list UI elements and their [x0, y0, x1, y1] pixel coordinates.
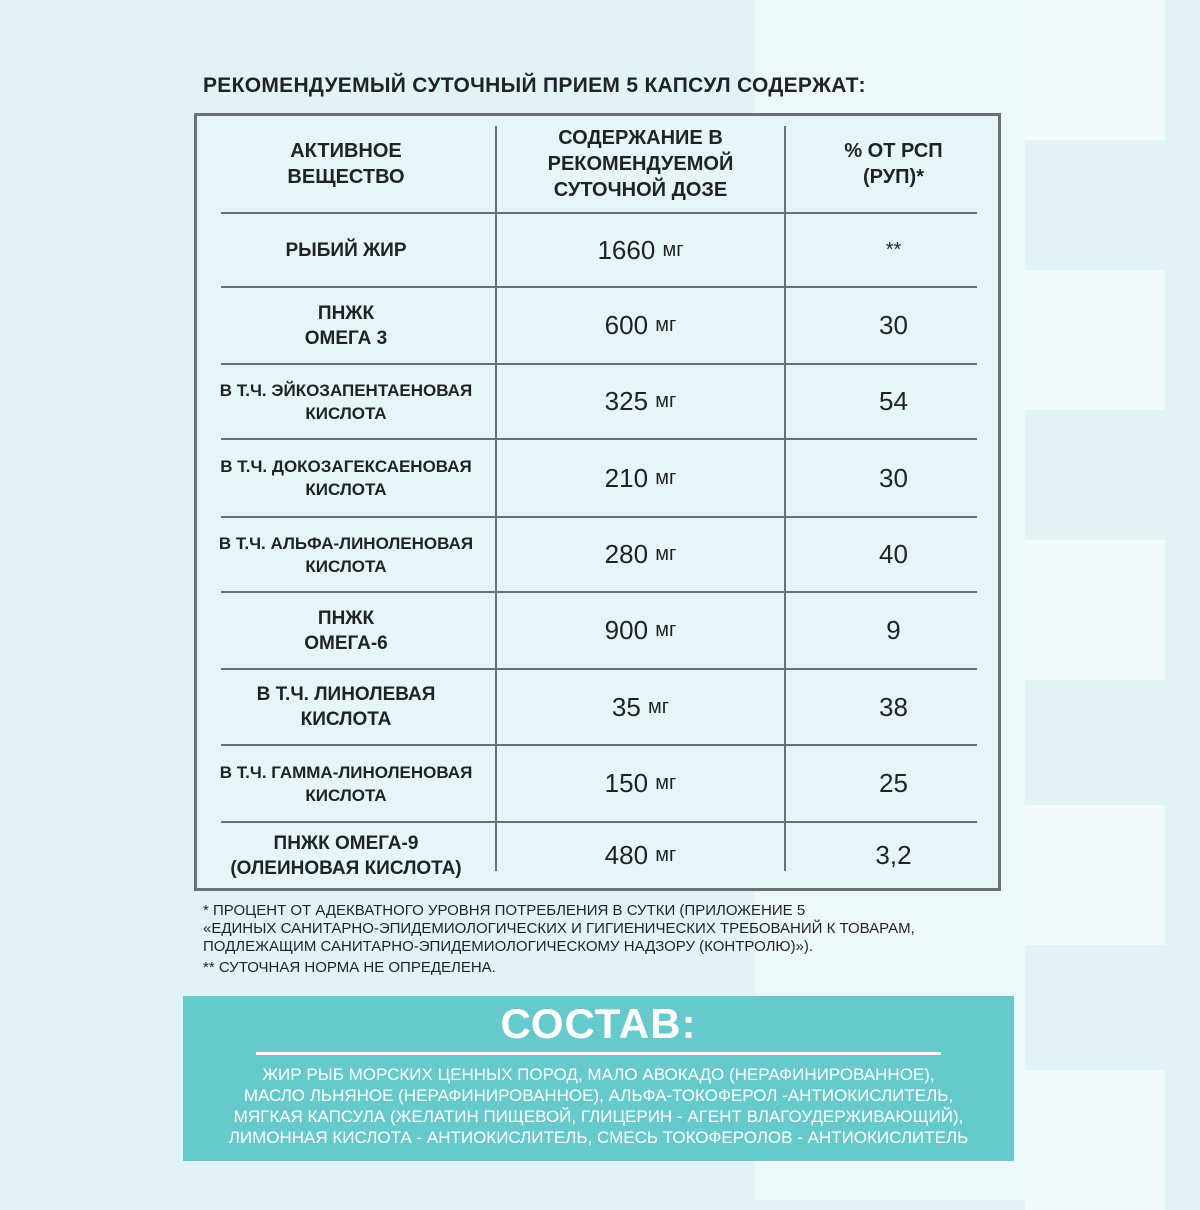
composition-line: ЛИМОННАЯ КИСЛОТА - АНТИОКИСЛИТЕЛЬ, СМЕСЬ ТОКОФЕРОЛОВ - АНТИОКИСЛИТЕЛЬ: [228, 1128, 969, 1147]
footnotes: [203, 902, 915, 977]
amount-unit: мг: [655, 772, 677, 794]
amount-unit: мг: [648, 695, 670, 718]
amount-unit: мг: [655, 390, 677, 412]
background-square: [1025, 540, 1165, 680]
row-substance: ПНЖК ОМЕГА 3: [304, 302, 388, 349]
composition-panel: [183, 996, 1014, 1161]
composition-line: МАСЛО ЛЬНЯНОЕ (НЕРАФИНИРОВАННОЕ), АЛЬФА-ТОКОФЕРОЛ -АНТИОКИСЛИТЕЛЬ,: [243, 1086, 954, 1105]
row-percent: 38: [879, 691, 908, 722]
row-percent: 9: [886, 615, 901, 645]
amount-value: 210: [604, 462, 649, 493]
amount-unit: мг: [662, 238, 684, 261]
composition-title: СОСТАВ:: [500, 1000, 697, 1047]
header-content: [497, 116, 784, 212]
row-amount: [497, 746, 784, 821]
row-amount: [497, 593, 784, 668]
nutrition-table: [194, 113, 1001, 891]
amount-unit: мг: [655, 314, 677, 336]
background-square: [1025, 0, 1165, 140]
amount-unit: мг: [655, 543, 677, 565]
row-amount: [497, 288, 784, 363]
composition-text: [183, 1064, 1014, 1148]
header-percent-label: % ОТ РСП (РУП)*: [844, 140, 943, 188]
amount-value: 480: [604, 840, 649, 870]
header-percent: [786, 116, 1001, 212]
header-substance-label: АКТИВНОЕ ВЕЩЕСТВО: [287, 140, 405, 188]
row-substance: В Т.Ч. ДОКОЗАГЕКСАЕНОВАЯ КИСЛОТА: [220, 457, 472, 499]
row-substance: В Т.Ч. ЛИНОЛЕВАЯ КИСЛОТА: [256, 684, 436, 730]
composition-line: ЖИР РЫБ МОРСКИХ ЦЕННЫХ ПОРОД, МАЛО АВОКАДО (НЕРАФИНИРОВАННОЕ),: [262, 1065, 935, 1084]
row-substance: ПНЖК ОМЕГА-6: [304, 607, 388, 654]
row-percent: 54: [879, 386, 908, 416]
row-percent: **: [885, 238, 902, 261]
row-percent: 3,2: [875, 840, 912, 870]
background-square: [1025, 1070, 1165, 1210]
row-percent: 30: [879, 462, 908, 493]
background-square: [1025, 270, 1165, 410]
composition-divider: [256, 1052, 941, 1055]
amount-value: 150: [604, 768, 649, 798]
row-substance: РЫБИЙ ЖИР: [285, 239, 407, 261]
row-amount: [497, 214, 784, 286]
header-content-label: СОДЕРЖАНИЕ В РЕКОМЕНДУЕМОЙ СУТОЧНОЙ ДОЗЕ: [547, 127, 734, 201]
row-amount: [497, 518, 784, 591]
footnote-line: «ЕДИНЫХ САНИТАРНО-ЭПИДЕМИОЛОГИЧЕСКИХ И ГИГИЕНИЧЕСКИХ ТРЕБОВАНИЙ К ТОВАРАМ,: [203, 920, 915, 937]
amount-value: 280: [604, 539, 649, 569]
amount-unit: мг: [655, 844, 677, 866]
background-square: [1025, 805, 1165, 945]
row-percent: 40: [879, 539, 908, 569]
row-percent: 25: [879, 768, 908, 798]
footnote-line: ПОДЛЕЖАЩИМ САНИТАРНО-ЭПИДЕМИОЛОГИЧЕСКОМУ НАДЗОРУ (КОНТРОЛЮ)»).: [203, 938, 814, 955]
amount-value: 35: [611, 691, 641, 722]
row-amount: [497, 670, 784, 744]
amount-value: 325: [604, 386, 649, 416]
header-substance: [197, 116, 495, 212]
row-amount: [497, 823, 784, 888]
composition-line: МЯГКАЯ КАПСУЛА (ЖЕЛАТИН ПИЩЕВОЙ, ГЛИЦЕРИН - АГЕНТ ВЛАГОУДЕРЖИВАЮЩИЙ),: [233, 1107, 964, 1126]
amount-value: 1660: [597, 234, 656, 265]
row-substance: ПНЖК ОМЕГА-9 (ОЛЕИНОВАЯ КИСЛОТА): [230, 832, 462, 879]
row-amount: [497, 365, 784, 438]
row-substance: В Т.Ч. ГАММА-ЛИНОЛЕНОВАЯ КИСЛОТА: [219, 762, 473, 805]
amount-value: 900: [604, 615, 649, 645]
amount-unit: мг: [655, 619, 677, 641]
footnote-line: ** СУТОЧНАЯ НОРМА НЕ ОПРЕДЕЛЕНА.: [203, 959, 496, 976]
row-substance: В Т.Ч. АЛЬФА-ЛИНОЛЕНОВАЯ КИСЛОТА: [218, 533, 474, 576]
amount-value: 600: [604, 310, 649, 340]
row-amount: [497, 440, 784, 516]
footnote-line: * ПРОЦЕНТ ОТ АДЕКВАТНОГО УРОВНЯ ПОТРЕБЛЕНИЯ В СУТКИ (ПРИЛОЖЕНИЕ 5: [203, 902, 806, 919]
page-title: РЕКОМЕНДУЕМЫЙ СУТОЧНЫЙ ПРИЕМ 5 КАПСУЛ СОДЕРЖАТ:: [203, 74, 866, 97]
row-percent: 30: [879, 310, 908, 340]
row-substance: В Т.Ч. ЭЙКОЗАПЕНТАЕНОВАЯ КИСЛОТА: [219, 380, 473, 423]
amount-unit: мг: [655, 466, 677, 489]
